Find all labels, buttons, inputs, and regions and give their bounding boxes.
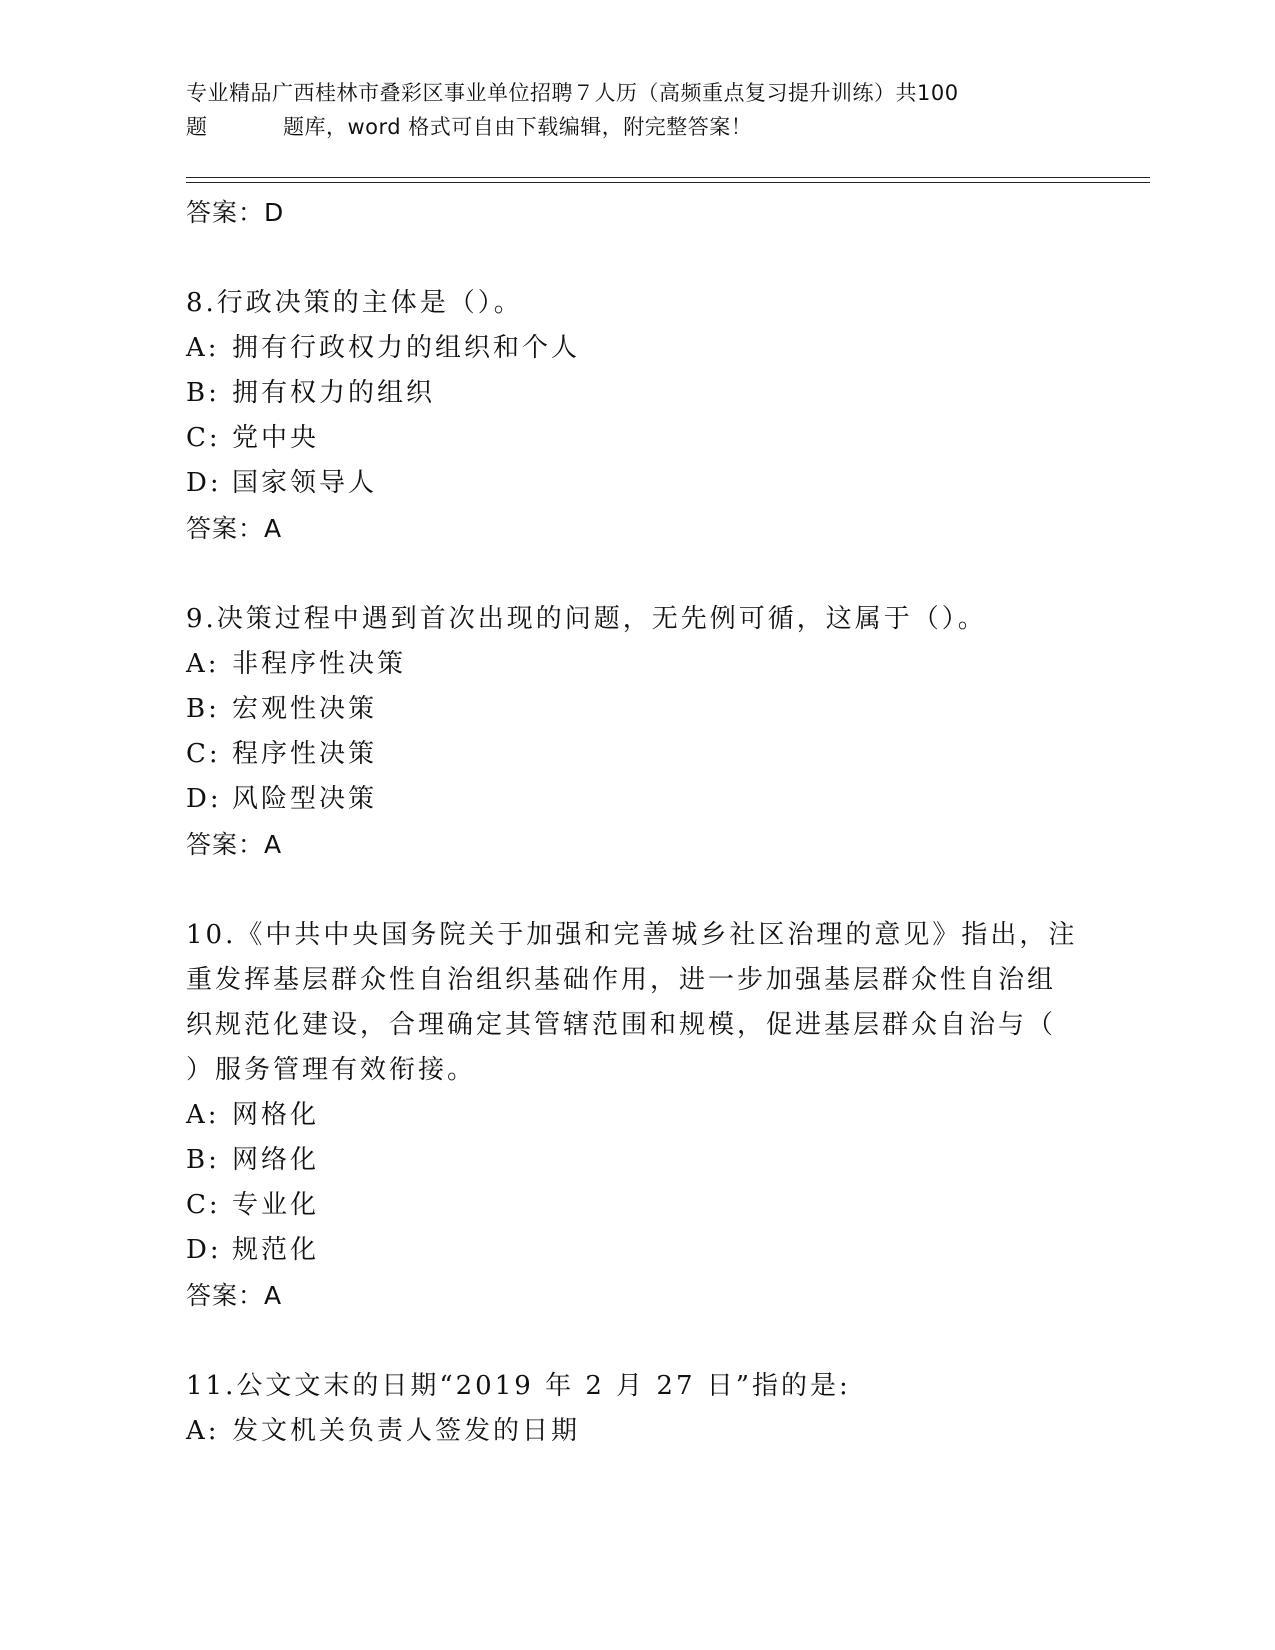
option-text: 程序性决策 [232, 739, 378, 769]
question-stem: 9.决策过程中遇到首次出现的问题，无先例可循，这属于（）。 [186, 604, 987, 634]
option-label: D: [186, 784, 222, 814]
header-title-line2-right: 题库，word 格式可自由下载编辑，附完整答案！ [283, 115, 753, 139]
option-label: C: [186, 1190, 221, 1220]
option-d [186, 461, 1086, 506]
option-b [186, 1138, 1086, 1183]
document-header [186, 76, 1086, 144]
option-c [186, 1183, 1086, 1228]
question-stem-line-2: 重发挥基层群众性自治组织基础作用，进一步加强基层群众性自治组 [186, 965, 1057, 995]
option-a [186, 1093, 1086, 1138]
option-label: A: [186, 649, 220, 679]
answer: 答案：A [186, 1281, 283, 1310]
question-list [186, 190, 1086, 1454]
header-title-line1: 专业精品广西桂林市叠彩区事业单位招聘７人历（高频重点复习提升训练）共100 [186, 81, 959, 105]
option-text: 风险型决策 [232, 784, 378, 814]
option-label: C: [186, 739, 221, 769]
question-stem-line-4: ）服务管理有效衔接。 [186, 1055, 477, 1085]
option-text: 党中央 [232, 423, 320, 453]
header-title-line2-left: 题 [186, 115, 208, 139]
question-stem-line-1: 10.《中共中央国务院关于加强和完善城乡社区治理的意见》指出，注 [186, 920, 1078, 950]
option-c [186, 416, 1086, 461]
option-text: 拥有行政权力的组织和个人 [232, 333, 581, 363]
option-d [186, 777, 1086, 822]
option-label: D: [186, 468, 222, 498]
option-text: 网格化 [232, 1100, 320, 1130]
option-a [186, 642, 1086, 687]
option-text: 拥有权力的组织 [232, 378, 436, 408]
option-text: 规范化 [232, 1235, 320, 1265]
option-text: 宏观性决策 [232, 694, 378, 724]
option-label: B: [186, 1145, 220, 1175]
option-label: A: [186, 1416, 220, 1446]
option-text: 网络化 [232, 1145, 320, 1175]
answer: 答案：A [186, 514, 283, 543]
option-b [186, 371, 1086, 416]
answer: 答案：A [186, 830, 283, 859]
question-9 [186, 597, 1086, 868]
option-label: A: [186, 1100, 220, 1130]
option-label: A: [186, 333, 220, 363]
option-label: D: [186, 1235, 222, 1265]
option-text: 国家领导人 [232, 468, 378, 498]
option-d [186, 1228, 1086, 1273]
option-a [186, 326, 1086, 371]
option-c [186, 732, 1086, 777]
header-divider-top [186, 177, 1150, 178]
question-stem-line-3: 织规范化建设，合理确定其管辖范围和规模，促进基层群众自治与（ [186, 1010, 1057, 1040]
header-title-line2 [186, 110, 1086, 144]
option-label: B: [186, 694, 220, 724]
option-text: 专业化 [232, 1190, 320, 1220]
previous-answer: 答案：D [186, 198, 285, 227]
question-stem: 8.行政决策的主体是（）。 [186, 288, 523, 318]
question-10 [186, 913, 1086, 1319]
option-label: C: [186, 423, 221, 453]
option-a [186, 1409, 1086, 1454]
option-b [186, 687, 1086, 732]
header-divider-bottom [186, 182, 1150, 183]
question-stem: 11.公文文末的日期“2019 年 2 月 27 日”指的是: [186, 1371, 851, 1401]
option-text: 发文机关负责人签发的日期 [232, 1416, 581, 1446]
option-label: B: [186, 378, 220, 408]
question-8 [186, 281, 1086, 552]
option-text: 非程序性决策 [232, 649, 407, 679]
question-11 [186, 1364, 1086, 1454]
